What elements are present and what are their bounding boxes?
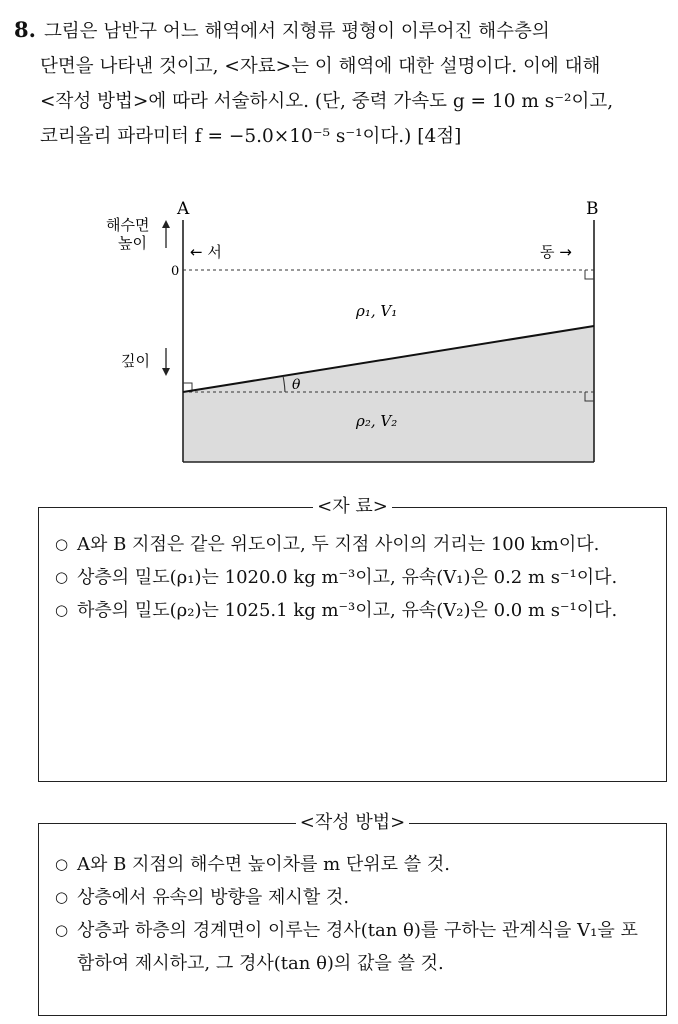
- method-box-title-wrap: [39, 811, 666, 835]
- question-line-1: [14, 12, 666, 49]
- sea-level-height-label-1: 해수면: [106, 216, 150, 234]
- method-box-title: <작성 방법>: [296, 812, 409, 833]
- data-box-title-wrap: [39, 495, 666, 519]
- question-line-2: 단면을 나타낸 것이고, <자료>는 이 해역에 대한 설명이다. 이에 대해: [40, 56, 601, 77]
- depth-label: 깊이: [121, 352, 150, 370]
- lower-layer-fill: [183, 326, 594, 462]
- depth-arrow-icon: [162, 368, 170, 376]
- upper-layer-label: ρ₁, V₁: [356, 302, 398, 320]
- zero-label: 0: [171, 264, 180, 279]
- data-item: ○ 하층의 밀도(ρ₂)는 1025.1 kg m⁻³이고, 유속(V₂)은 0.0 m s⁻¹이다.: [55, 594, 652, 627]
- point-b-label: B: [586, 199, 599, 219]
- method-box: [38, 812, 667, 1016]
- question-line-4: 코리올리 파라미터 f = −5.0×10⁻⁵ s⁻¹이다.) [4점]: [40, 126, 462, 147]
- cross-section-diagram: [0, 190, 678, 470]
- right-angle-mark-b-top: [585, 270, 594, 279]
- method-item: ○ 상층에서 유속의 방향을 제시할 것.: [55, 881, 652, 914]
- data-item: ○ 상층의 밀도(ρ₁)는 1020.0 kg m⁻³이고, 유속(V₁)은 0.2 m s⁻¹이다.: [55, 561, 652, 594]
- question: [14, 12, 666, 154]
- data-box-title: <자 료>: [313, 496, 392, 517]
- lower-layer-label: ρ₂, V₂: [356, 412, 398, 430]
- height-arrow-icon: [162, 220, 170, 228]
- west-label: ← 서: [190, 243, 222, 261]
- sea-level-height-label-2: 높이: [118, 234, 147, 252]
- data-box: [38, 496, 667, 782]
- east-label: 동 →: [540, 243, 572, 261]
- data-item: ○ A와 B 지점은 같은 위도이고, 두 지점 사이의 거리는 100 km이다.: [55, 528, 652, 561]
- method-box-list: [39, 824, 666, 986]
- point-a-label: A: [177, 199, 190, 219]
- question-line-3: <작성 방법>에 따라 서술하시오. (단, 중력 가속도 g = 10 m s⁻²이고,: [40, 91, 614, 112]
- method-item: ○ 상층과 하층의 경계면이 이루는 경사(tan θ)를 구하는 관계식을 V₁을 포함하여 제시하고, 그 경사(tan θ)의 값을 쓸 것.: [55, 914, 652, 980]
- data-box-list: [39, 508, 666, 633]
- method-item: ○ A와 B 지점의 해수면 높이차를 m 단위로 쓸 것.: [55, 848, 652, 881]
- question-number: 8.: [14, 17, 36, 42]
- angle-label: θ: [292, 377, 301, 393]
- question-text-1: 그림은 남반구 어느 해역에서 지형류 평형이 이루어진 해수층의: [43, 21, 550, 42]
- cross-section-figure: [0, 190, 678, 470]
